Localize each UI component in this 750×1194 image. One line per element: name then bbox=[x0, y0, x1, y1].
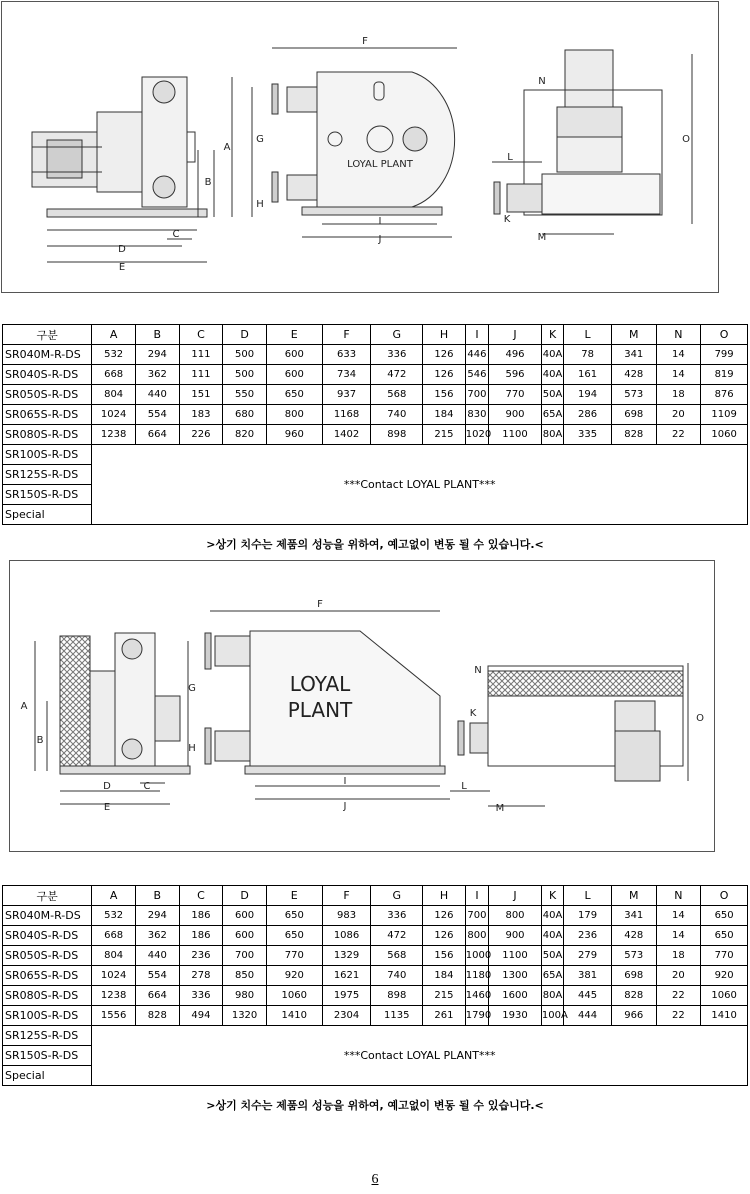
table-cell: 215 bbox=[423, 425, 466, 445]
table-cell: 1100 bbox=[489, 425, 542, 445]
table-cell: 898 bbox=[371, 986, 423, 1006]
table-cell: 336 bbox=[371, 345, 423, 365]
column-header: A bbox=[92, 886, 136, 906]
table-cell: 20 bbox=[656, 966, 701, 986]
table-cell: 50A bbox=[541, 385, 563, 405]
dim-label: C bbox=[143, 781, 151, 792]
table-cell: 236 bbox=[564, 926, 612, 946]
drawing-2-frame bbox=[9, 560, 715, 852]
table-cell: SR080S-R-DS bbox=[3, 986, 92, 1006]
table-row bbox=[3, 445, 748, 465]
table-cell: 186 bbox=[179, 906, 223, 926]
table-cell: 1320 bbox=[223, 1006, 267, 1026]
column-header: F bbox=[322, 325, 371, 345]
column-header: G bbox=[371, 325, 423, 345]
table-cell: 286 bbox=[564, 405, 612, 425]
table-cell: 600 bbox=[266, 365, 322, 385]
column-header: K bbox=[541, 886, 563, 906]
contact-note: ***Contact LOYAL PLANT*** bbox=[92, 445, 748, 525]
dim-label: H bbox=[256, 199, 264, 210]
table-cell: 966 bbox=[611, 1006, 656, 1026]
table-cell: 573 bbox=[611, 946, 656, 966]
logo-text-line1: LOYAL bbox=[289, 672, 351, 696]
dim-label: D bbox=[103, 781, 111, 792]
table-cell: 1060 bbox=[266, 986, 322, 1006]
table-row bbox=[3, 1026, 748, 1046]
table-cell: 960 bbox=[266, 425, 322, 445]
column-header: K bbox=[541, 325, 563, 345]
table-cell: 770 bbox=[266, 946, 322, 966]
table-cell: 546 bbox=[465, 365, 488, 385]
table-cell: 573 bbox=[611, 385, 656, 405]
dim-label: B bbox=[36, 735, 44, 746]
table-cell: 600 bbox=[266, 345, 322, 365]
table-cell: SR100S-R-DS bbox=[3, 1006, 92, 1026]
table-cell: 596 bbox=[489, 365, 542, 385]
table-cell: 14 bbox=[656, 365, 701, 385]
column-header: I bbox=[465, 886, 488, 906]
column-header: H bbox=[423, 325, 466, 345]
table-cell: 650 bbox=[266, 906, 322, 926]
table-cell: 799 bbox=[701, 345, 748, 365]
column-header: 구분 bbox=[3, 886, 92, 906]
table-cell: 445 bbox=[564, 986, 612, 1006]
dim-label: B bbox=[204, 177, 212, 188]
table-row bbox=[3, 365, 748, 385]
table-cell: 1930 bbox=[489, 1006, 542, 1026]
table-cell: 40A bbox=[541, 345, 563, 365]
table-cell: 828 bbox=[611, 986, 656, 1006]
dim-label: O bbox=[696, 713, 704, 724]
column-header: D bbox=[223, 325, 267, 345]
table-cell: 830 bbox=[465, 405, 488, 425]
column-header: C bbox=[179, 325, 223, 345]
table-cell: 335 bbox=[564, 425, 612, 445]
table-cell: 900 bbox=[489, 926, 542, 946]
logo-text-line2: PLANT bbox=[287, 698, 353, 722]
table-cell: 1060 bbox=[701, 986, 748, 1006]
table-cell: 800 bbox=[266, 405, 322, 425]
dim-label: A bbox=[20, 701, 28, 712]
dim-label: L bbox=[461, 781, 467, 792]
column-header: N bbox=[656, 325, 701, 345]
table-cell: 1024 bbox=[92, 966, 136, 986]
table-cell: 1020 bbox=[465, 425, 488, 445]
table-cell: 800 bbox=[489, 906, 542, 926]
table-cell: 1238 bbox=[92, 986, 136, 1006]
table-cell: SR050S-R-DS bbox=[3, 385, 92, 405]
table-cell: 472 bbox=[371, 365, 423, 385]
dimension-table-2 bbox=[2, 885, 748, 1086]
table-cell: 1300 bbox=[489, 966, 542, 986]
table-cell: 568 bbox=[371, 946, 423, 966]
table-cell: 194 bbox=[564, 385, 612, 405]
dim-label: J bbox=[343, 801, 347, 812]
column-header: M bbox=[611, 886, 656, 906]
table-cell: 186 bbox=[179, 926, 223, 946]
table-cell: SR065S-R-DS bbox=[3, 966, 92, 986]
table-cell: 126 bbox=[423, 345, 466, 365]
table-row bbox=[3, 345, 748, 365]
dim-label: I bbox=[378, 216, 382, 227]
column-header: D bbox=[223, 886, 267, 906]
column-header: L bbox=[564, 886, 612, 906]
table-cell: 740 bbox=[371, 405, 423, 425]
table-cell: 1086 bbox=[322, 926, 371, 946]
table-cell: 898 bbox=[371, 425, 423, 445]
table-cell: 1100 bbox=[489, 946, 542, 966]
table-cell: 734 bbox=[322, 365, 371, 385]
table-cell: 698 bbox=[611, 405, 656, 425]
table-cell: 633 bbox=[322, 345, 371, 365]
table-cell: 804 bbox=[92, 385, 136, 405]
table-cell: 532 bbox=[92, 906, 136, 926]
column-header: B bbox=[135, 325, 179, 345]
table-cell: SR080S-R-DS bbox=[3, 425, 92, 445]
table-cell: 1238 bbox=[92, 425, 136, 445]
table-cell: 1180 bbox=[465, 966, 488, 986]
table-cell: 700 bbox=[465, 906, 488, 926]
dim-label: F bbox=[362, 36, 368, 47]
table-cell: SR050S-R-DS bbox=[3, 946, 92, 966]
table-cell: 920 bbox=[701, 966, 748, 986]
table-cell: 126 bbox=[423, 365, 466, 385]
table-cell: 600 bbox=[223, 906, 267, 926]
pump-drawing-1 bbox=[2, 2, 718, 292]
table-cell: SR150S-R-DS bbox=[3, 485, 92, 505]
table-cell: 80A bbox=[541, 986, 563, 1006]
dim-label: M bbox=[537, 232, 547, 243]
table-cell: 770 bbox=[701, 946, 748, 966]
table-cell: SR065S-R-DS bbox=[3, 405, 92, 425]
table-cell: 156 bbox=[423, 385, 466, 405]
dimension-table-1 bbox=[2, 324, 748, 525]
dim-label: A bbox=[223, 142, 231, 153]
table-cell: 828 bbox=[135, 1006, 179, 1026]
table-cell: 770 bbox=[489, 385, 542, 405]
dim-label: M bbox=[495, 803, 505, 814]
table-cell: Special bbox=[3, 1066, 92, 1086]
table-cell: 22 bbox=[656, 425, 701, 445]
column-header: E bbox=[266, 886, 322, 906]
disclaimer-note-2: >상기 치수는 제품의 성능을 위하여, 예고없이 변동 될 수 있습니다.< bbox=[206, 1099, 544, 1112]
table-cell: 650 bbox=[266, 926, 322, 946]
table-cell: 50A bbox=[541, 946, 563, 966]
table-cell: 740 bbox=[371, 966, 423, 986]
table-cell: 1000 bbox=[465, 946, 488, 966]
table-cell: 156 bbox=[423, 946, 466, 966]
table-cell: 440 bbox=[135, 946, 179, 966]
table-cell: 278 bbox=[179, 966, 223, 986]
dim-label: J bbox=[378, 234, 382, 245]
table-cell: SR150S-R-DS bbox=[3, 1046, 92, 1066]
table-cell: 18 bbox=[656, 385, 701, 405]
table-cell: 440 bbox=[135, 385, 179, 405]
table-cell: 341 bbox=[611, 906, 656, 926]
table-cell: SR040M-R-DS bbox=[3, 906, 92, 926]
table-cell: 1621 bbox=[322, 966, 371, 986]
table-cell: 183 bbox=[179, 405, 223, 425]
dim-label: L bbox=[507, 152, 513, 163]
table-cell: 341 bbox=[611, 345, 656, 365]
table-cell: 14 bbox=[656, 906, 701, 926]
table-row bbox=[3, 966, 748, 986]
table-cell: SR100S-R-DS bbox=[3, 445, 92, 465]
table-cell: 18 bbox=[656, 946, 701, 966]
dim-label: K bbox=[503, 214, 511, 225]
drawing-1-frame bbox=[1, 1, 719, 293]
column-header: O bbox=[701, 886, 748, 906]
table-row bbox=[3, 986, 748, 1006]
table-cell: 2304 bbox=[322, 1006, 371, 1026]
table-cell: 184 bbox=[423, 405, 466, 425]
table-cell: 668 bbox=[92, 365, 136, 385]
table-cell: 554 bbox=[135, 405, 179, 425]
table-row bbox=[3, 1006, 748, 1026]
table-cell: 828 bbox=[611, 425, 656, 445]
table-cell: 65A bbox=[541, 405, 563, 425]
table-row bbox=[3, 385, 748, 405]
table-cell: 14 bbox=[656, 926, 701, 946]
table-cell: 532 bbox=[92, 345, 136, 365]
table-row bbox=[3, 906, 748, 926]
table-cell: 20 bbox=[656, 405, 701, 425]
table-cell: 362 bbox=[135, 926, 179, 946]
table-cell: 668 bbox=[92, 926, 136, 946]
table-cell: 151 bbox=[179, 385, 223, 405]
dim-label: D bbox=[118, 244, 126, 255]
table-cell: 496 bbox=[489, 345, 542, 365]
table-cell: 381 bbox=[564, 966, 612, 986]
column-header: M bbox=[611, 325, 656, 345]
table-cell: 900 bbox=[489, 405, 542, 425]
table-cell: 111 bbox=[179, 365, 223, 385]
table-cell: 983 bbox=[322, 906, 371, 926]
table-cell: 1790 bbox=[465, 1006, 488, 1026]
page-number-container bbox=[0, 1172, 750, 1188]
table-cell: 494 bbox=[179, 1006, 223, 1026]
table-cell: 1410 bbox=[266, 1006, 322, 1026]
table-cell: 294 bbox=[135, 906, 179, 926]
dim-label: G bbox=[256, 134, 264, 145]
table-header-row bbox=[3, 886, 748, 906]
table-cell: 650 bbox=[701, 906, 748, 926]
dim-label: C bbox=[172, 229, 180, 240]
table-cell: 568 bbox=[371, 385, 423, 405]
table-cell: 80A bbox=[541, 425, 563, 445]
table-cell: 336 bbox=[179, 986, 223, 1006]
column-header: J bbox=[489, 886, 542, 906]
table-cell: 111 bbox=[179, 345, 223, 365]
table-cell: 850 bbox=[223, 966, 267, 986]
column-header: G bbox=[371, 886, 423, 906]
table-cell: 650 bbox=[266, 385, 322, 405]
column-header: J bbox=[489, 325, 542, 345]
table-cell: 126 bbox=[423, 906, 466, 926]
table-cell: 226 bbox=[179, 425, 223, 445]
table-cell: 126 bbox=[423, 926, 466, 946]
column-header: F bbox=[322, 886, 371, 906]
column-header: I bbox=[465, 325, 488, 345]
column-header: 구분 bbox=[3, 325, 92, 345]
dim-label: E bbox=[118, 262, 126, 273]
pump-drawing-2 bbox=[10, 561, 714, 851]
column-header: N bbox=[656, 886, 701, 906]
table-cell: 336 bbox=[371, 906, 423, 926]
table-cell: SR125S-R-DS bbox=[3, 1026, 92, 1046]
dim-label: H bbox=[188, 743, 196, 754]
logo-text: LOYAL PLANT bbox=[347, 159, 413, 170]
table-cell: 819 bbox=[701, 365, 748, 385]
table-cell: 1109 bbox=[701, 405, 748, 425]
table-cell: 680 bbox=[223, 405, 267, 425]
column-header: L bbox=[564, 325, 612, 345]
column-header: C bbox=[179, 886, 223, 906]
table-cell: 40A bbox=[541, 926, 563, 946]
table-cell: 664 bbox=[135, 986, 179, 1006]
dim-label: O bbox=[682, 134, 690, 145]
table-cell: 78 bbox=[564, 345, 612, 365]
table-cell: 1329 bbox=[322, 946, 371, 966]
table-cell: 804 bbox=[92, 946, 136, 966]
table-cell: 500 bbox=[223, 365, 267, 385]
table-row bbox=[3, 946, 748, 966]
table-cell: 700 bbox=[223, 946, 267, 966]
table-cell: 1135 bbox=[371, 1006, 423, 1026]
table-cell: 1556 bbox=[92, 1006, 136, 1026]
contact-note: ***Contact LOYAL PLANT*** bbox=[92, 1026, 748, 1086]
table-cell: 980 bbox=[223, 986, 267, 1006]
dim-label: G bbox=[188, 683, 196, 694]
column-header: O bbox=[701, 325, 748, 345]
table-cell: 161 bbox=[564, 365, 612, 385]
table-cell: SR040S-R-DS bbox=[3, 365, 92, 385]
table-header-row bbox=[3, 325, 748, 345]
table-cell: 279 bbox=[564, 946, 612, 966]
table-cell: 179 bbox=[564, 906, 612, 926]
table-cell: SR125S-R-DS bbox=[3, 465, 92, 485]
table-cell: 1402 bbox=[322, 425, 371, 445]
table-cell: 236 bbox=[179, 946, 223, 966]
table-row bbox=[3, 926, 748, 946]
table-cell: 261 bbox=[423, 1006, 466, 1026]
table-row bbox=[3, 425, 748, 445]
dim-label: E bbox=[103, 802, 111, 813]
table-row bbox=[3, 405, 748, 425]
table-cell: 1024 bbox=[92, 405, 136, 425]
table-cell: 920 bbox=[266, 966, 322, 986]
column-header: A bbox=[92, 325, 136, 345]
table-cell: 65A bbox=[541, 966, 563, 986]
table-cell: 1600 bbox=[489, 986, 542, 1006]
table-cell: 700 bbox=[465, 385, 488, 405]
dim-label: N bbox=[474, 665, 482, 676]
table-cell: 184 bbox=[423, 966, 466, 986]
table-cell: 500 bbox=[223, 345, 267, 365]
table-cell: 650 bbox=[701, 926, 748, 946]
table-cell: 550 bbox=[223, 385, 267, 405]
table-cell: 14 bbox=[656, 345, 701, 365]
table-cell: 446 bbox=[465, 345, 488, 365]
page-number: 6 bbox=[371, 1172, 379, 1187]
table-cell: 294 bbox=[135, 345, 179, 365]
table-cell: 1460 bbox=[465, 986, 488, 1006]
table-cell: 800 bbox=[465, 926, 488, 946]
dim-label: N bbox=[538, 76, 546, 87]
table-cell: 428 bbox=[611, 365, 656, 385]
table-cell: 22 bbox=[656, 1006, 701, 1026]
dim-label: I bbox=[343, 776, 347, 787]
dim-label: F bbox=[317, 599, 323, 610]
column-header: E bbox=[266, 325, 322, 345]
table-cell: 1410 bbox=[701, 1006, 748, 1026]
table-cell: SR040S-R-DS bbox=[3, 926, 92, 946]
table-cell: Special bbox=[3, 505, 92, 525]
table-cell: 40A bbox=[541, 906, 563, 926]
table-cell: 215 bbox=[423, 986, 466, 1006]
table-cell: 937 bbox=[322, 385, 371, 405]
table-cell: 444 bbox=[564, 1006, 612, 1026]
column-header: H bbox=[423, 886, 466, 906]
table-cell: 22 bbox=[656, 986, 701, 1006]
table-cell: 600 bbox=[223, 926, 267, 946]
table-cell: SR040M-R-DS bbox=[3, 345, 92, 365]
column-header: B bbox=[135, 886, 179, 906]
disclaimer-note-1: >상기 치수는 제품의 성능을 위하여, 예고없이 변동 될 수 있습니다.< bbox=[206, 538, 544, 551]
table-cell: 362 bbox=[135, 365, 179, 385]
table-cell: 40A bbox=[541, 365, 563, 385]
table-cell: 554 bbox=[135, 966, 179, 986]
dim-label: K bbox=[469, 708, 477, 719]
table-cell: 1060 bbox=[701, 425, 748, 445]
table-cell: 820 bbox=[223, 425, 267, 445]
table-cell: 698 bbox=[611, 966, 656, 986]
table-cell: 1168 bbox=[322, 405, 371, 425]
table-cell: 1975 bbox=[322, 986, 371, 1006]
table-cell: 100A bbox=[541, 1006, 563, 1026]
table-cell: 428 bbox=[611, 926, 656, 946]
table-cell: 664 bbox=[135, 425, 179, 445]
table-cell: 876 bbox=[701, 385, 748, 405]
table-cell: 472 bbox=[371, 926, 423, 946]
